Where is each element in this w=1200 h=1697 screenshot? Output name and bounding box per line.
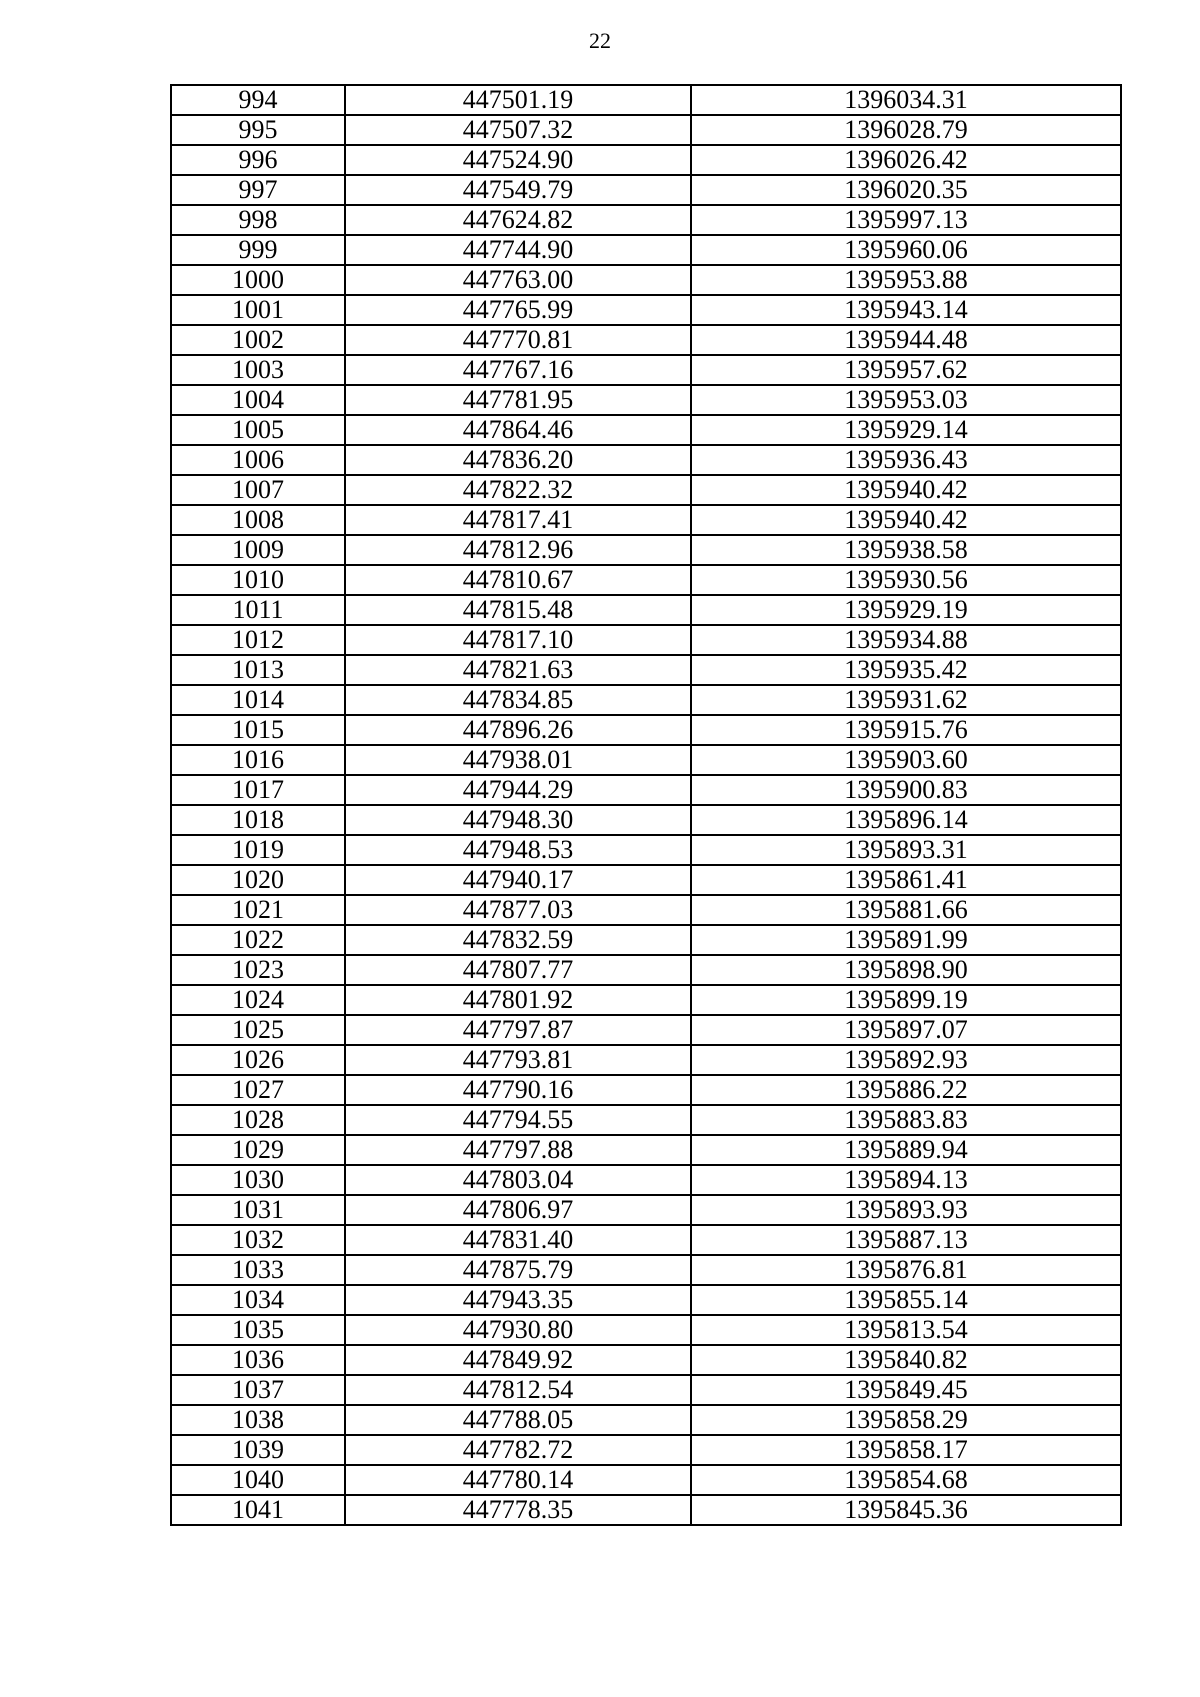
table-row — [171, 745, 1121, 775]
y-coordinate-cell: 1395943.14 — [691, 295, 1121, 325]
table-row — [171, 85, 1121, 115]
point-number-cell: 1035 — [171, 1315, 345, 1345]
table-row — [171, 445, 1121, 475]
x-coordinate-cell: 447770.81 — [345, 325, 691, 355]
point-number-cell: 1009 — [171, 535, 345, 565]
y-coordinate-cell: 1395893.93 — [691, 1195, 1121, 1225]
point-number-cell: 1038 — [171, 1405, 345, 1435]
x-coordinate-cell: 447849.92 — [345, 1345, 691, 1375]
point-number-cell: 1004 — [171, 385, 345, 415]
x-coordinate-cell: 447938.01 — [345, 745, 691, 775]
table-row — [171, 715, 1121, 745]
point-number-cell: 1017 — [171, 775, 345, 805]
point-number-cell: 1019 — [171, 835, 345, 865]
table-row — [171, 955, 1121, 985]
y-coordinate-cell: 1395940.42 — [691, 505, 1121, 535]
y-coordinate-cell: 1395934.88 — [691, 625, 1121, 655]
y-coordinate-cell: 1395940.42 — [691, 475, 1121, 505]
table-row — [171, 1405, 1121, 1435]
x-coordinate-cell: 447948.53 — [345, 835, 691, 865]
y-coordinate-cell: 1395960.06 — [691, 235, 1121, 265]
point-number-cell: 994 — [171, 85, 345, 115]
y-coordinate-cell: 1395930.56 — [691, 565, 1121, 595]
x-coordinate-cell: 447782.72 — [345, 1435, 691, 1465]
table-row — [171, 1465, 1121, 1495]
table-row — [171, 115, 1121, 145]
table-row — [171, 1285, 1121, 1315]
point-number-cell: 1036 — [171, 1345, 345, 1375]
y-coordinate-cell: 1395893.31 — [691, 835, 1121, 865]
table-row — [171, 1255, 1121, 1285]
point-number-cell: 1010 — [171, 565, 345, 595]
point-number-cell: 1000 — [171, 265, 345, 295]
point-number-cell: 1039 — [171, 1435, 345, 1465]
point-number-cell: 1011 — [171, 595, 345, 625]
table-row — [171, 1045, 1121, 1075]
y-coordinate-cell: 1395889.94 — [691, 1135, 1121, 1165]
table-row — [171, 1015, 1121, 1045]
x-coordinate-cell: 447806.97 — [345, 1195, 691, 1225]
table-row — [171, 145, 1121, 175]
table-row — [171, 355, 1121, 385]
y-coordinate-cell: 1395935.42 — [691, 655, 1121, 685]
coordinates-table-body — [171, 85, 1121, 1525]
table-row — [171, 1195, 1121, 1225]
table-row — [171, 205, 1121, 235]
table-row — [171, 1135, 1121, 1165]
y-coordinate-cell: 1396028.79 — [691, 115, 1121, 145]
point-number-cell: 1028 — [171, 1105, 345, 1135]
point-number-cell: 1032 — [171, 1225, 345, 1255]
y-coordinate-cell: 1395898.90 — [691, 955, 1121, 985]
table-row — [171, 685, 1121, 715]
table-row — [171, 475, 1121, 505]
x-coordinate-cell: 447797.87 — [345, 1015, 691, 1045]
table-row — [171, 1375, 1121, 1405]
x-coordinate-cell: 447877.03 — [345, 895, 691, 925]
y-coordinate-cell: 1395915.76 — [691, 715, 1121, 745]
y-coordinate-cell: 1395883.83 — [691, 1105, 1121, 1135]
y-coordinate-cell: 1395944.48 — [691, 325, 1121, 355]
table-row — [171, 1435, 1121, 1465]
table-row — [171, 1315, 1121, 1345]
x-coordinate-cell: 447794.55 — [345, 1105, 691, 1135]
y-coordinate-cell: 1395813.54 — [691, 1315, 1121, 1345]
y-coordinate-cell: 1396020.35 — [691, 175, 1121, 205]
x-coordinate-cell: 447832.59 — [345, 925, 691, 955]
table-row — [171, 295, 1121, 325]
point-number-cell: 1040 — [171, 1465, 345, 1495]
table-row — [171, 595, 1121, 625]
point-number-cell: 995 — [171, 115, 345, 145]
x-coordinate-cell: 447778.35 — [345, 1495, 691, 1525]
table-row — [171, 865, 1121, 895]
table-row — [171, 1105, 1121, 1135]
x-coordinate-cell: 447781.95 — [345, 385, 691, 415]
x-coordinate-cell: 447797.88 — [345, 1135, 691, 1165]
point-number-cell: 1016 — [171, 745, 345, 775]
x-coordinate-cell: 447943.35 — [345, 1285, 691, 1315]
point-number-cell: 997 — [171, 175, 345, 205]
x-coordinate-cell: 447864.46 — [345, 415, 691, 445]
y-coordinate-cell: 1395876.81 — [691, 1255, 1121, 1285]
x-coordinate-cell: 447944.29 — [345, 775, 691, 805]
point-number-cell: 1022 — [171, 925, 345, 955]
x-coordinate-cell: 447875.79 — [345, 1255, 691, 1285]
y-coordinate-cell: 1395929.19 — [691, 595, 1121, 625]
y-coordinate-cell: 1395854.68 — [691, 1465, 1121, 1495]
point-number-cell: 1041 — [171, 1495, 345, 1525]
x-coordinate-cell: 447788.05 — [345, 1405, 691, 1435]
table-row — [171, 775, 1121, 805]
point-number-cell: 999 — [171, 235, 345, 265]
table-row — [171, 655, 1121, 685]
point-number-cell: 1013 — [171, 655, 345, 685]
y-coordinate-cell: 1395845.36 — [691, 1495, 1121, 1525]
table-row — [171, 805, 1121, 835]
point-number-cell: 1031 — [171, 1195, 345, 1225]
table-row — [171, 1345, 1121, 1375]
point-number-cell: 1029 — [171, 1135, 345, 1165]
y-coordinate-cell: 1395953.88 — [691, 265, 1121, 295]
point-number-cell: 1037 — [171, 1375, 345, 1405]
y-coordinate-cell: 1396026.42 — [691, 145, 1121, 175]
point-number-cell: 1034 — [171, 1285, 345, 1315]
table-row — [171, 835, 1121, 865]
x-coordinate-cell: 447807.77 — [345, 955, 691, 985]
y-coordinate-cell: 1395900.83 — [691, 775, 1121, 805]
y-coordinate-cell: 1395886.22 — [691, 1075, 1121, 1105]
point-number-cell: 1014 — [171, 685, 345, 715]
y-coordinate-cell: 1395897.07 — [691, 1015, 1121, 1045]
y-coordinate-cell: 1395931.62 — [691, 685, 1121, 715]
x-coordinate-cell: 447767.16 — [345, 355, 691, 385]
y-coordinate-cell: 1395858.29 — [691, 1405, 1121, 1435]
point-number-cell: 1026 — [171, 1045, 345, 1075]
table-row — [171, 175, 1121, 205]
table-row — [171, 895, 1121, 925]
y-coordinate-cell: 1395899.19 — [691, 985, 1121, 1015]
point-number-cell: 1033 — [171, 1255, 345, 1285]
point-number-cell: 1012 — [171, 625, 345, 655]
y-coordinate-cell: 1396034.31 — [691, 85, 1121, 115]
point-number-cell: 1027 — [171, 1075, 345, 1105]
y-coordinate-cell: 1395903.60 — [691, 745, 1121, 775]
y-coordinate-cell: 1395936.43 — [691, 445, 1121, 475]
x-coordinate-cell: 447780.14 — [345, 1465, 691, 1495]
y-coordinate-cell: 1395858.17 — [691, 1435, 1121, 1465]
y-coordinate-cell: 1395891.99 — [691, 925, 1121, 955]
x-coordinate-cell: 447815.48 — [345, 595, 691, 625]
point-number-cell: 1023 — [171, 955, 345, 985]
x-coordinate-cell: 447831.40 — [345, 1225, 691, 1255]
y-coordinate-cell: 1395887.13 — [691, 1225, 1121, 1255]
x-coordinate-cell: 447836.20 — [345, 445, 691, 475]
table-row — [171, 385, 1121, 415]
y-coordinate-cell: 1395997.13 — [691, 205, 1121, 235]
point-number-cell: 1018 — [171, 805, 345, 835]
x-coordinate-cell: 447549.79 — [345, 175, 691, 205]
x-coordinate-cell: 447810.67 — [345, 565, 691, 595]
y-coordinate-cell: 1395929.14 — [691, 415, 1121, 445]
point-number-cell: 1021 — [171, 895, 345, 925]
x-coordinate-cell: 447501.19 — [345, 85, 691, 115]
table-row — [171, 985, 1121, 1015]
x-coordinate-cell: 447524.90 — [345, 145, 691, 175]
x-coordinate-cell: 447822.32 — [345, 475, 691, 505]
table-row — [171, 535, 1121, 565]
x-coordinate-cell: 447834.85 — [345, 685, 691, 715]
x-coordinate-cell: 447765.99 — [345, 295, 691, 325]
point-number-cell: 998 — [171, 205, 345, 235]
x-coordinate-cell: 447812.54 — [345, 1375, 691, 1405]
coordinates-table — [170, 84, 1122, 1526]
table-row — [171, 1075, 1121, 1105]
x-coordinate-cell: 447790.16 — [345, 1075, 691, 1105]
point-number-cell: 1024 — [171, 985, 345, 1015]
y-coordinate-cell: 1395861.41 — [691, 865, 1121, 895]
point-number-cell: 1030 — [171, 1165, 345, 1195]
point-number-cell: 1001 — [171, 295, 345, 325]
point-number-cell: 1015 — [171, 715, 345, 745]
point-number-cell: 1025 — [171, 1015, 345, 1045]
x-coordinate-cell: 447763.00 — [345, 265, 691, 295]
page-number: 22 — [589, 28, 611, 53]
x-coordinate-cell: 447930.80 — [345, 1315, 691, 1345]
x-coordinate-cell: 447948.30 — [345, 805, 691, 835]
table-row — [171, 235, 1121, 265]
table-row — [171, 1495, 1121, 1525]
point-number-cell: 1002 — [171, 325, 345, 355]
table-row — [171, 925, 1121, 955]
y-coordinate-cell: 1395881.66 — [691, 895, 1121, 925]
x-coordinate-cell: 447801.92 — [345, 985, 691, 1015]
table-row — [171, 1165, 1121, 1195]
y-coordinate-cell: 1395894.13 — [691, 1165, 1121, 1195]
y-coordinate-cell: 1395953.03 — [691, 385, 1121, 415]
point-number-cell: 996 — [171, 145, 345, 175]
point-number-cell: 1007 — [171, 475, 345, 505]
x-coordinate-cell: 447896.26 — [345, 715, 691, 745]
y-coordinate-cell: 1395855.14 — [691, 1285, 1121, 1315]
x-coordinate-cell: 447624.82 — [345, 205, 691, 235]
x-coordinate-cell: 447793.81 — [345, 1045, 691, 1075]
y-coordinate-cell: 1395840.82 — [691, 1345, 1121, 1375]
table-row — [171, 1225, 1121, 1255]
x-coordinate-cell: 447821.63 — [345, 655, 691, 685]
x-coordinate-cell: 447817.10 — [345, 625, 691, 655]
table-row — [171, 505, 1121, 535]
table-row — [171, 415, 1121, 445]
table-row — [171, 625, 1121, 655]
point-number-cell: 1003 — [171, 355, 345, 385]
point-number-cell: 1020 — [171, 865, 345, 895]
table-row — [171, 565, 1121, 595]
point-number-cell: 1006 — [171, 445, 345, 475]
y-coordinate-cell: 1395938.58 — [691, 535, 1121, 565]
x-coordinate-cell: 447940.17 — [345, 865, 691, 895]
y-coordinate-cell: 1395892.93 — [691, 1045, 1121, 1075]
point-number-cell: 1005 — [171, 415, 345, 445]
y-coordinate-cell: 1395957.62 — [691, 355, 1121, 385]
table-row — [171, 325, 1121, 355]
x-coordinate-cell: 447744.90 — [345, 235, 691, 265]
y-coordinate-cell: 1395896.14 — [691, 805, 1121, 835]
table-row — [171, 265, 1121, 295]
x-coordinate-cell: 447803.04 — [345, 1165, 691, 1195]
x-coordinate-cell: 447817.41 — [345, 505, 691, 535]
y-coordinate-cell: 1395849.45 — [691, 1375, 1121, 1405]
point-number-cell: 1008 — [171, 505, 345, 535]
x-coordinate-cell: 447507.32 — [345, 115, 691, 145]
x-coordinate-cell: 447812.96 — [345, 535, 691, 565]
